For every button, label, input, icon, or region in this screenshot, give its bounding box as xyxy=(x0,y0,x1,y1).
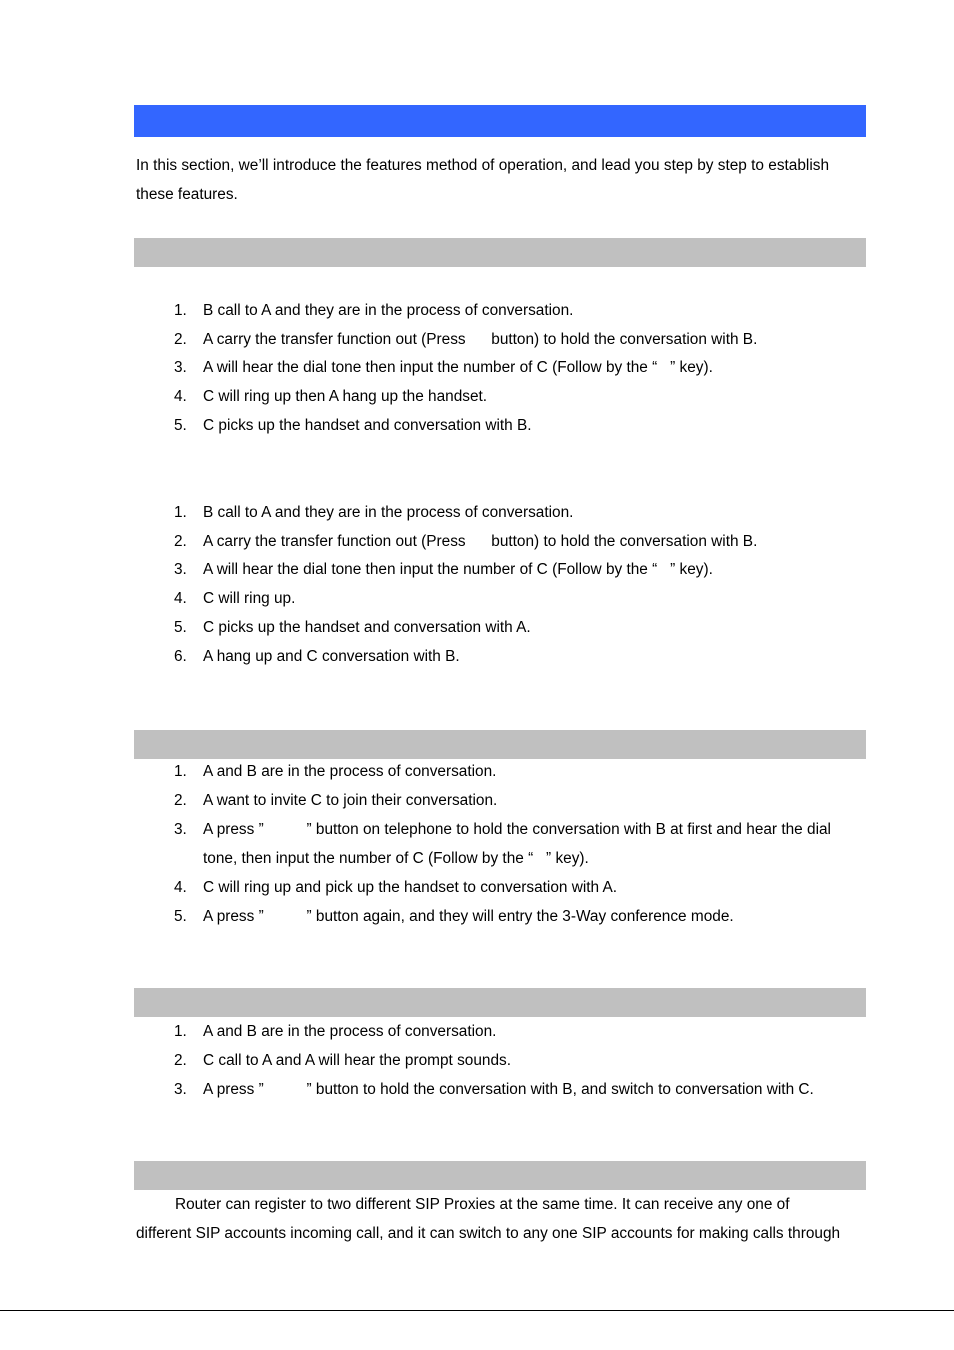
list-number: 4. xyxy=(174,388,187,405)
section-heading-bar xyxy=(134,105,866,137)
list-number: 5. xyxy=(174,417,187,434)
list-number: 2. xyxy=(174,533,187,550)
list-item: B call to A and they are in the process of conversation. xyxy=(203,302,574,319)
list-number: 3. xyxy=(174,561,187,578)
list-number: 2. xyxy=(174,331,187,348)
footer-divider xyxy=(0,1310,954,1311)
list-item: B call to A and they are in the process of conversation. xyxy=(203,504,574,521)
dual-sip-line-1: Router can register to two different SIP Proxies at the same time. It can receive any one of xyxy=(175,1196,790,1213)
list-number: 1. xyxy=(174,763,187,780)
subsection-bar-conference xyxy=(134,730,866,759)
list-number: 3. xyxy=(174,821,187,838)
list-item-continuation: tone, then input the number of C (Follow by the “ ” key). xyxy=(203,850,589,867)
list-item: C call to A and A will hear the prompt sounds. xyxy=(203,1052,511,1069)
list-number: 3. xyxy=(174,359,187,376)
list-number: 5. xyxy=(174,619,187,636)
list-item: A and B are in the process of conversation. xyxy=(203,763,497,780)
list-item: A will hear the dial tone then input the number of C (Follow by the “ ” key). xyxy=(203,561,713,578)
subsection-bar-call-waiting xyxy=(134,988,866,1017)
list-item: A want to invite C to join their conversation. xyxy=(203,792,498,809)
list-item: A press ” ” button again, and they will entry the 3-Way conference mode. xyxy=(203,908,734,925)
list-item: A and B are in the process of conversation. xyxy=(203,1023,497,1040)
list-item: C will ring up and pick up the handset to conversation with A. xyxy=(203,879,618,896)
list-number: 1. xyxy=(174,504,187,521)
list-number: 5. xyxy=(174,908,187,925)
list-item: A carry the transfer function out (Press button) to hold the conversation with B. xyxy=(203,533,758,550)
list-item: A press ” ” button on telephone to hold the conversation with B at first and hear the dial xyxy=(203,821,831,838)
list-item: C picks up the handset and conversation with B. xyxy=(203,417,532,434)
intro-line-1: In this section, we’ll introduce the features method of operation, and lead you step by step to establish xyxy=(136,157,829,174)
list-number: 2. xyxy=(174,1052,187,1069)
list-number: 1. xyxy=(174,302,187,319)
list-item: A hang up and C conversation with B. xyxy=(203,648,460,665)
subsection-bar-call-transfer xyxy=(134,238,866,267)
list-item: C picks up the handset and conversation with A. xyxy=(203,619,531,636)
intro-line-2: these features. xyxy=(136,186,238,203)
list-number: 2. xyxy=(174,792,187,809)
list-number: 6. xyxy=(174,648,187,665)
list-number: 3. xyxy=(174,1081,187,1098)
list-number: 1. xyxy=(174,1023,187,1040)
list-item: A will hear the dial tone then input the number of C (Follow by the “ ” key). xyxy=(203,359,713,376)
dual-sip-line-2: different SIP accounts incoming call, and it can switch to any one SIP accounts for making calls through xyxy=(136,1225,841,1242)
list-number: 4. xyxy=(174,590,187,607)
list-number: 4. xyxy=(174,879,187,896)
list-item: C will ring up. xyxy=(203,590,296,607)
list-item: C will ring up then A hang up the handset. xyxy=(203,388,488,405)
subsection-bar-dual-sip xyxy=(134,1161,866,1190)
list-item: A press ” ” button to hold the conversation with B, and switch to conversation with C. xyxy=(203,1081,814,1098)
list-item: A carry the transfer function out (Press button) to hold the conversation with B. xyxy=(203,331,758,348)
